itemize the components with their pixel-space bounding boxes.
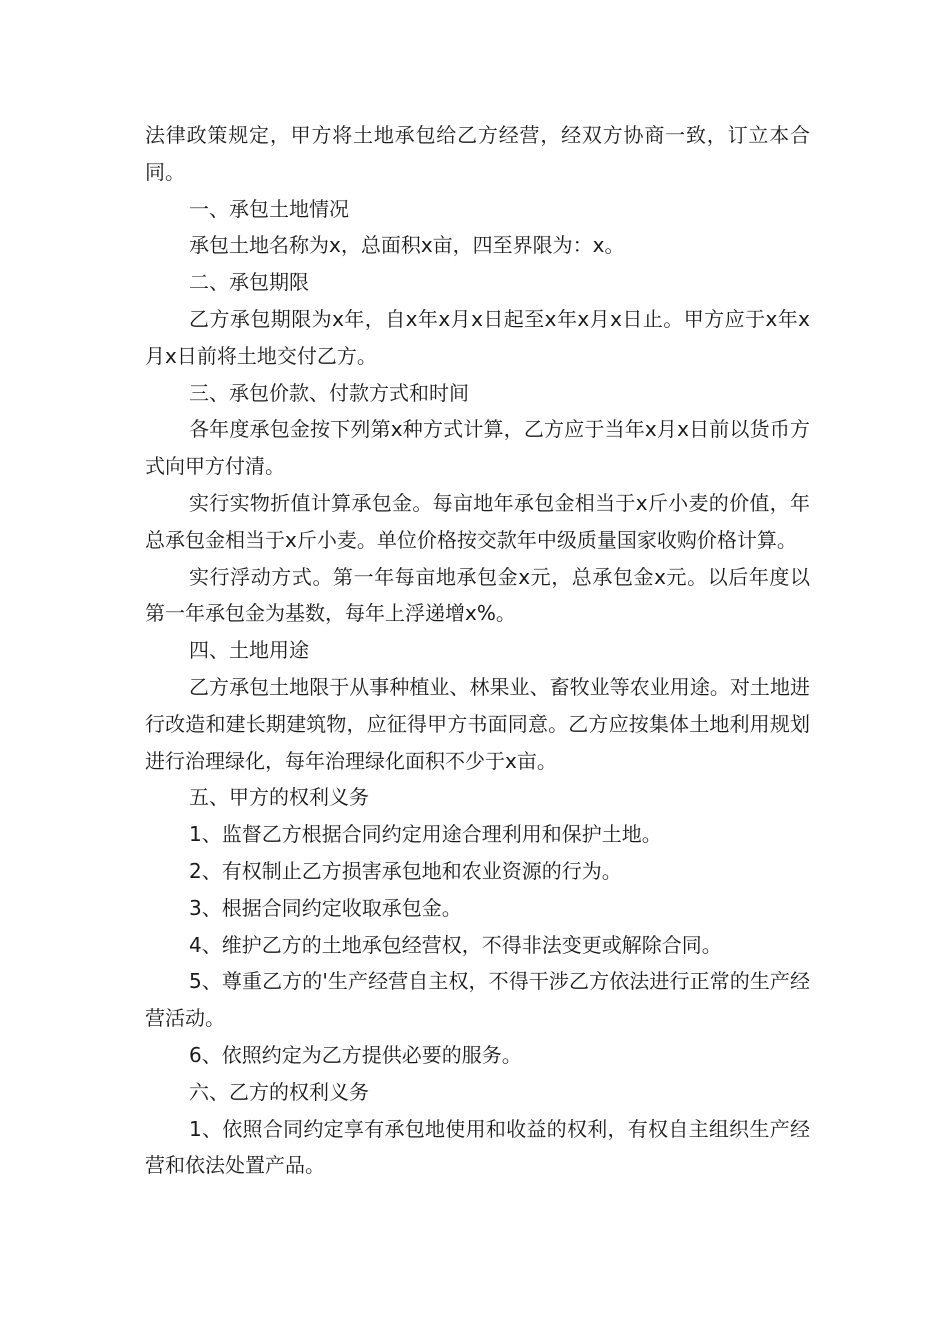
section-heading-2: 二、承包期限 [189,270,309,295]
paragraph-payment-floating: 实行浮动方式。第一年每亩地承包金x元，总承包金x元。以后年度以第一年承包金为基数，每年上浮递增x%。 [145,564,810,626]
list-item: 1、监督乙方根据合同约定用途合理利用和保护土地。 [189,822,662,847]
paragraph-land-use: 乙方承包土地限于从事种植业、林果业、畜牧业等农业用途。对土地进行改造和建长期建筑物，应征得甲方书面同意。乙方应按集体土地利用规划进行治理绿化，每年治理绿化面积不少于x亩。 [145,674,810,773]
paragraph-land-info: 承包土地名称为x，总面积x亩，四至界限为：x。 [189,233,625,258]
list-item: 6、依照约定为乙方提供必要的服务。 [189,1042,522,1067]
section-heading-5: 五、甲方的权利义务 [189,785,369,810]
document-page [145,117,810,1184]
paragraph-intro: 法律政策规定，甲方将土地承包给乙方经营，经双方协商一致，订立本合同。 [145,123,810,184]
list-item: 4、维护乙方的土地承包经营权，不得非法变更或解除合同。 [189,932,722,957]
list-item: 1、依照合同约定享有承包地使用和收益的权利，有权自主组织生产经营和依法处置产品。 [145,1116,810,1178]
list-item: 5、尊重乙方的'生产经营自主权，不得干涉乙方依法进行正常的生产经营活动。 [145,969,810,1031]
list-item: 3、根据合同约定收取承包金。 [189,895,462,920]
section-heading-1: 一、承包土地情况 [189,196,349,221]
paragraph-term: 乙方承包期限为x年，自x年x月x日起至x年x月x日止。甲方应于x年x月x日前将土地交付乙方。 [145,306,810,368]
section-heading-4: 四、土地用途 [189,638,309,663]
list-item: 2、有权制止乙方损害承包地和农业资源的行为。 [189,858,622,883]
paragraph-payment-in-kind: 实行实物折值计算承包金。每亩地年承包金相当于x斤小麦的价值，年总承包金相当于x斤小麦。单位价格按交款年中级质量国家收购价格计算。 [145,490,810,552]
paragraph-payment: 各年度承包金按下列第x种方式计算，乙方应于当年x月x日前以货币方式向甲方付清。 [145,417,810,479]
section-heading-6: 六、乙方的权利义务 [189,1079,369,1104]
section-heading-3: 三、承包价款、付款方式和时间 [189,380,469,405]
